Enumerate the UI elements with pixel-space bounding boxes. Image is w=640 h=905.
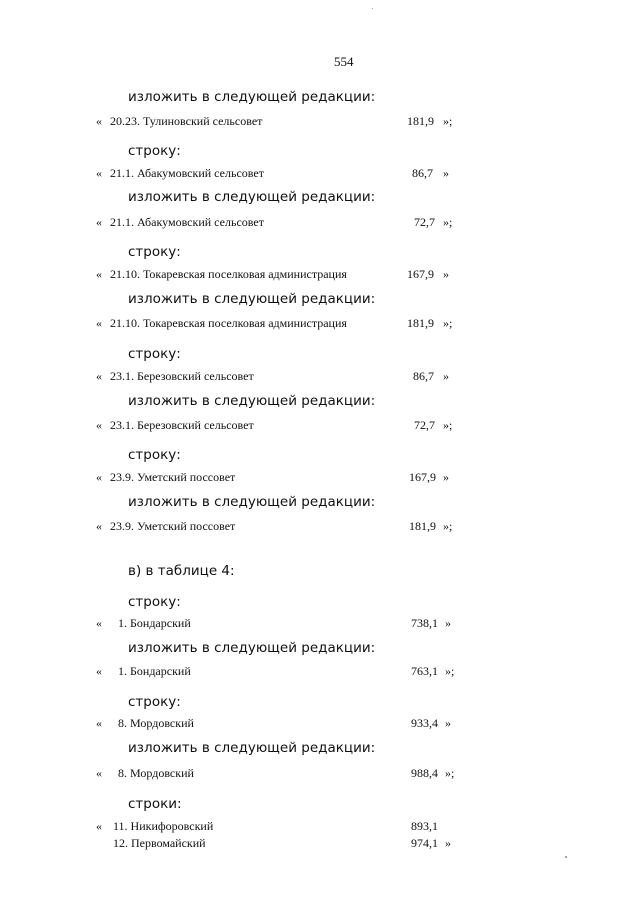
entry-line — [0, 716, 640, 736]
open-quote: « — [96, 166, 102, 180]
entry-line — [0, 836, 640, 856]
open-quote: « — [96, 766, 102, 780]
instruction-line — [0, 346, 640, 366]
entry-value: 893,1 — [411, 819, 438, 833]
open-quote: « — [96, 819, 102, 833]
entry-end: » — [443, 369, 449, 383]
entry-value: 181,9 — [409, 519, 436, 533]
open-quote: « — [96, 215, 102, 229]
section-heading-line — [0, 563, 640, 583]
open-quote: « — [96, 470, 102, 484]
entry-name: 20.23. Тулиновский сельсовет — [110, 114, 263, 128]
instruction-line — [0, 291, 640, 311]
entry-value: 86,7 — [413, 369, 434, 383]
entry-line — [0, 470, 640, 490]
entry-name: 1. Бондарский — [118, 616, 191, 630]
instruction-line — [0, 244, 640, 264]
instruction-text: изложить в следующей редакции: — [128, 393, 376, 409]
entry-line — [0, 215, 640, 235]
entry-name: 8. Мордовский — [118, 766, 194, 780]
entry-end: » — [445, 716, 451, 730]
instruction-line — [0, 740, 640, 760]
entry-name: 1. Бондарский — [118, 664, 191, 678]
instruction-text: строку: — [128, 447, 181, 463]
entry-end: » — [445, 836, 451, 850]
instruction-line — [0, 796, 640, 816]
instruction-text: изложить в следующей редакции: — [128, 640, 376, 656]
instruction-line — [0, 447, 640, 467]
entry-value: 167,9 — [407, 267, 434, 281]
section-heading: в) в таблице 4: — [128, 563, 235, 579]
instruction-text: строку: — [128, 346, 181, 362]
instruction-line — [0, 594, 640, 614]
entry-end: »; — [445, 766, 455, 780]
open-quote: « — [96, 664, 102, 678]
entry-value: 181,9 — [407, 316, 434, 330]
entry-end: »; — [443, 418, 453, 432]
entry-end: »; — [445, 664, 455, 678]
entry-end: » — [443, 470, 449, 484]
entry-value: 72,7 — [414, 215, 435, 229]
instruction-line — [0, 143, 640, 163]
entry-name: 23.9. Уметский поссовет — [110, 519, 236, 533]
instruction-line — [0, 189, 640, 209]
scan-speck — [565, 856, 567, 858]
instruction-text: изложить в следующей редакции: — [128, 291, 376, 307]
open-quote: « — [96, 418, 102, 432]
entry-value: 763,1 — [411, 664, 438, 678]
instruction-line — [0, 89, 640, 109]
instruction-text: строку: — [128, 594, 181, 610]
entry-end: »; — [443, 316, 453, 330]
entry-line — [0, 519, 640, 539]
entry-end: » — [443, 166, 449, 180]
instruction-text: строку: — [128, 143, 181, 159]
entry-value: 86,7 — [412, 166, 433, 180]
entry-name: 12. Первомайский — [113, 836, 206, 850]
open-quote: « — [96, 716, 102, 730]
open-quote: « — [96, 616, 102, 630]
entry-line — [0, 166, 640, 186]
instruction-text: изложить в следующей редакции: — [128, 89, 376, 105]
entry-value: 167,9 — [409, 470, 436, 484]
entry-line — [0, 664, 640, 684]
open-quote: « — [96, 519, 102, 533]
entry-line — [0, 369, 640, 389]
entry-value: 738,1 — [411, 616, 438, 630]
instruction-line — [0, 393, 640, 413]
entry-end: »; — [443, 215, 453, 229]
entry-end: » — [445, 616, 451, 630]
scan-speck — [372, 8, 373, 9]
instruction-text: изложить в следующей редакции: — [128, 494, 376, 510]
instruction-text: изложить в следующей редакции: — [128, 189, 376, 205]
instruction-text: строку: — [128, 694, 181, 710]
open-quote: « — [96, 369, 102, 383]
open-quote: « — [96, 316, 102, 330]
instruction-line — [0, 494, 640, 514]
entry-name: 23.1. Березовский сельсовет — [110, 369, 254, 383]
instruction-line — [0, 640, 640, 660]
entry-value: 933,4 — [411, 716, 438, 730]
entry-name: 21.1. Абакумовский сельсовет — [110, 215, 264, 229]
entry-name: 8. Мордовский — [118, 716, 194, 730]
open-quote: « — [96, 114, 102, 128]
entry-line — [0, 418, 640, 438]
entry-line — [0, 114, 640, 134]
entry-line — [0, 267, 640, 287]
entry-line — [0, 766, 640, 786]
instruction-text: строки: — [128, 796, 182, 812]
entry-value: 974,1 — [411, 836, 438, 850]
instruction-text: изложить в следующей редакции: — [128, 740, 376, 756]
entry-name: 11. Никифоровский — [113, 819, 214, 833]
entry-value: 181,9 — [407, 114, 434, 128]
page-number: 554 — [334, 54, 354, 69]
entry-end: » — [443, 267, 449, 281]
entry-name: 21.10. Токаревская поселковая администрация — [110, 267, 347, 281]
entry-name: 21.1. Абакумовский сельсовет — [110, 166, 264, 180]
entry-name: 21.10. Токаревская поселковая администрация — [110, 316, 347, 330]
entry-end: »; — [443, 114, 453, 128]
instruction-text: строку: — [128, 244, 181, 260]
entry-value: 72,7 — [414, 418, 435, 432]
entry-line — [0, 316, 640, 336]
entry-name: 23.1. Березовский сельсовет — [110, 418, 254, 432]
instruction-line — [0, 694, 640, 714]
open-quote: « — [96, 267, 102, 281]
entry-line — [0, 616, 640, 636]
entry-end: »; — [443, 519, 453, 533]
entry-name: 23.9. Уметский поссовет — [110, 470, 236, 484]
entry-value: 988,4 — [411, 766, 438, 780]
